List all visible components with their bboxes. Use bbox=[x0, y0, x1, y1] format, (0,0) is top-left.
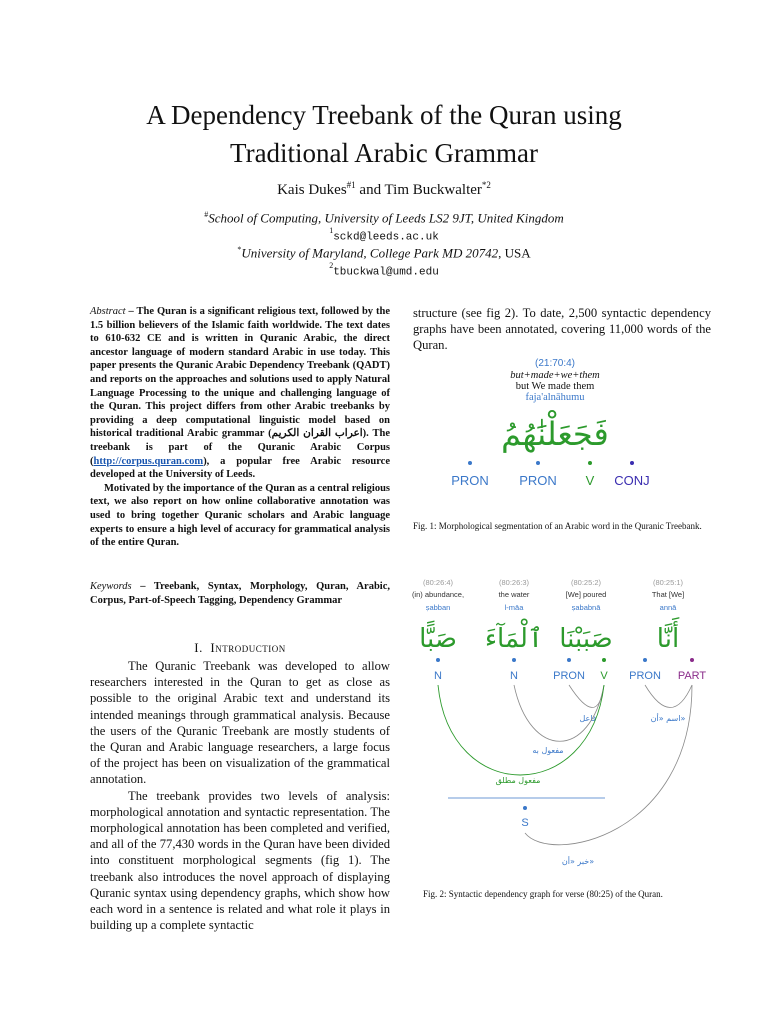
abstract-paragraph-2 bbox=[90, 482, 390, 550]
fig2-word-gloss: [We] poured bbox=[565, 590, 607, 599]
fig1-translation: but We made them bbox=[515, 381, 595, 392]
fig2-tag-pron1: PRON bbox=[553, 670, 585, 682]
fig2-tag-dot bbox=[643, 658, 647, 662]
segment-dot bbox=[588, 461, 592, 465]
fig2-word-translit: l-māa bbox=[504, 603, 524, 612]
segment-dot bbox=[536, 461, 540, 465]
email-mark: 2 bbox=[329, 261, 334, 270]
fig2-tag-n2: N bbox=[510, 670, 518, 682]
fig1-tag-conj bbox=[607, 461, 657, 488]
fig2-tag-s: S bbox=[521, 817, 529, 829]
email-address[interactable]: sckd@leeds.ac.uk bbox=[333, 231, 439, 244]
paper-title-line-1: A Dependency Treebank of the Quran using bbox=[146, 100, 622, 130]
section-heading bbox=[90, 640, 390, 656]
author-dukes-mark: #1 bbox=[346, 180, 356, 190]
fig1-tags bbox=[420, 461, 710, 497]
affiliation-mark: # bbox=[204, 210, 209, 219]
right-column-text: structure (see fig 2). To date, 2,500 syntactic dependency graphs have been annotated, covering 11,000 words of the Quran. bbox=[413, 306, 711, 353]
fig2-word-ref: (80:26:3) bbox=[498, 578, 530, 587]
email-leeds bbox=[0, 226, 768, 244]
segment-tag-label: PRON bbox=[519, 473, 557, 488]
affiliation-text: University of Maryland, College Park MD 20742 bbox=[241, 245, 499, 261]
fig2-tag-n1: N bbox=[434, 670, 442, 682]
fig2-arc-khabar-anna bbox=[525, 685, 692, 845]
fig2-tag-dot bbox=[602, 658, 606, 662]
fig2-arc-label-mafool: مفعول به bbox=[532, 746, 564, 755]
fig2-tag-dot bbox=[690, 658, 694, 662]
fig2-word-arabic: أَنَّا bbox=[656, 624, 680, 654]
fig2-word-arabic: صَبَبْنَا bbox=[559, 624, 613, 654]
affiliation-text: School of Computing, University of Leeds LS2 9JT, United Kingdom bbox=[208, 210, 564, 226]
fig1-gloss: but+made+we+them bbox=[510, 370, 600, 381]
intro-paragraph-2: The treebank provides two levels of analysis: morphological annotation and syntactic representation. The morphological annotation has been completed and verified, and all of the 77,430 words in the Quran have been divided into constituent morphological segments (fig 1). The treebank also introduces the novel approach of displaying Quranic syntax using dependency graphs, which show how each word in a sentence is related and what role it plays in building up a complete syntactic bbox=[90, 788, 390, 933]
fig2-arc-label-ism-anna: اسم «أن» bbox=[650, 714, 686, 723]
fig2-tag-dot bbox=[567, 658, 571, 662]
email-mark: 1 bbox=[329, 226, 334, 235]
fig1-verse-ref: (21:70:4) bbox=[534, 358, 576, 369]
fig1-tag-pron bbox=[513, 461, 563, 488]
fig1-transliteration: faja'alnāhumu bbox=[525, 392, 585, 403]
intro-body bbox=[90, 658, 390, 933]
fig1-arabic-word: فَجَعَلْنَٰهُمُ bbox=[501, 415, 609, 453]
segment-tag-label: V bbox=[585, 473, 595, 488]
paper-title-line-2: Traditional Arabic Grammar bbox=[230, 138, 538, 168]
segment-dot bbox=[630, 461, 634, 465]
intro-paragraph-1: The Quranic Treebank was developed to allow researchers interested in the Quran to get as close as possible to the original Arabic text and understand its intended meanings through grammatical analysis. Because the users of the Quranic Treebank are mostly students of the Quran and Arabic language researchers, a large focus of the project has been on visualization of the grammatical annotation. bbox=[90, 659, 390, 787]
fig2-tag-dot bbox=[512, 658, 516, 662]
affiliation-leeds bbox=[0, 210, 768, 226]
fig2-word-translit: ṣabban bbox=[425, 603, 451, 612]
fig2-arc-label-khabar-anna: خبر «أن» bbox=[561, 857, 595, 866]
fig2-word-gloss: the water bbox=[498, 590, 530, 599]
fig2-word-ref: (80:25:2) bbox=[570, 578, 602, 587]
fig2-word-translit: annā bbox=[659, 603, 677, 612]
figure-2-dependency-graph bbox=[410, 575, 710, 875]
authors bbox=[0, 180, 768, 199]
section-number: I. bbox=[194, 640, 203, 655]
fig2-tag-part: PART bbox=[677, 670, 707, 682]
fig2-word-arabic: ٱلْمَآءَ bbox=[484, 624, 544, 654]
abstract-label: Abstract bbox=[90, 306, 126, 317]
abstract-paragraph-1 bbox=[90, 305, 390, 482]
segment-tag-label: CONJ bbox=[614, 473, 650, 488]
keywords-label: Keywords bbox=[90, 581, 132, 592]
abstract bbox=[90, 305, 390, 550]
fig2-arc-label-mafool-mutlaq: مفعول مطلق bbox=[495, 776, 541, 785]
author-buckwalter-mark: *2 bbox=[481, 180, 491, 190]
author-buckwalter: and Tim Buckwalter bbox=[355, 182, 482, 198]
affiliation-maryland bbox=[0, 245, 768, 261]
fig2-s-dot bbox=[523, 806, 527, 810]
keywords bbox=[90, 580, 390, 607]
fig2-word-arabic: صَبًّا bbox=[419, 624, 457, 654]
abstract-text-end: ), a popular free Arabic resource developed at the University of Leeds. bbox=[90, 455, 390, 481]
fig2-arc-label-faail: فاعل bbox=[579, 714, 597, 723]
author-dukes: Kais Dukes bbox=[277, 182, 347, 198]
abstract-text: The Quran is a significant religious text, followed by the 1.5 billion believers of the Islamic faith worldwide. The text dates to 610-632 CE and is written in Quranic Arabic, the direct ancestor language of modern standard Arabic in use today. This paper presents the Quranic Arabic Dependency Treebank (QADT) and reports on the approaches and solutions used to apply Natural Language Processing to the unique and challenging language of the Quran. This project differs from other Arabic treebanks by providing a deep computational linguistic model based on historical traditional Arabic grammar (اعراب القران الكريم). The treebank is part of the Quranic Arabic Corpus ( bbox=[90, 306, 391, 467]
fig2-tag-dot bbox=[436, 658, 440, 662]
figure-1 bbox=[420, 358, 710, 497]
fig2-arc-ism-anna bbox=[645, 685, 692, 708]
affiliation-mark: * bbox=[237, 245, 242, 254]
fig2-word-ref: (80:25:1) bbox=[652, 578, 684, 587]
fig2-word-gloss: (in) abundance, bbox=[411, 590, 465, 599]
segment-tag-label: PRON bbox=[451, 473, 489, 488]
fig2-tag-v: V bbox=[600, 670, 608, 682]
fig1-caption: Fig. 1: Morphological segmentation of an Arabic word in the Quranic Treebank. bbox=[413, 521, 702, 531]
fig2-caption: Fig. 2: Syntactic dependency graph for verse (80:25) of the Quran. bbox=[423, 889, 663, 899]
fig1-tag-pron bbox=[445, 461, 495, 488]
fig2-word-ref: (80:26:4) bbox=[422, 578, 454, 587]
abstract-text-2: Motivated by the importance of the Quran as a central religious text, we also report on how online collaborative annotation was used to bring together Quranic scholars and Arabic language experts to ensure a high level of accuracy for grammatical analysis of the entire Quran. bbox=[90, 482, 390, 549]
fig2-tag-pron2: PRON bbox=[629, 670, 661, 682]
email-address[interactable]: tbuckwal@umd.edu bbox=[333, 266, 439, 279]
corpus-link[interactable]: http://corpus.quran.com bbox=[93, 455, 204, 467]
fig2-word-gloss: That [We] bbox=[651, 590, 685, 599]
abstract-dash: – bbox=[125, 306, 137, 317]
section-title: Introduction bbox=[210, 640, 286, 655]
affiliation-country: , USA bbox=[498, 245, 531, 261]
keywords-text: – Treebank, Syntax, Morphology, Quran, Arabic, Corpus, Part-of-Speech Tagging, Dependency Grammar bbox=[90, 581, 390, 606]
fig2-word-translit: ṣababnā bbox=[571, 603, 601, 612]
segment-dot bbox=[468, 461, 472, 465]
email-maryland bbox=[0, 261, 768, 279]
